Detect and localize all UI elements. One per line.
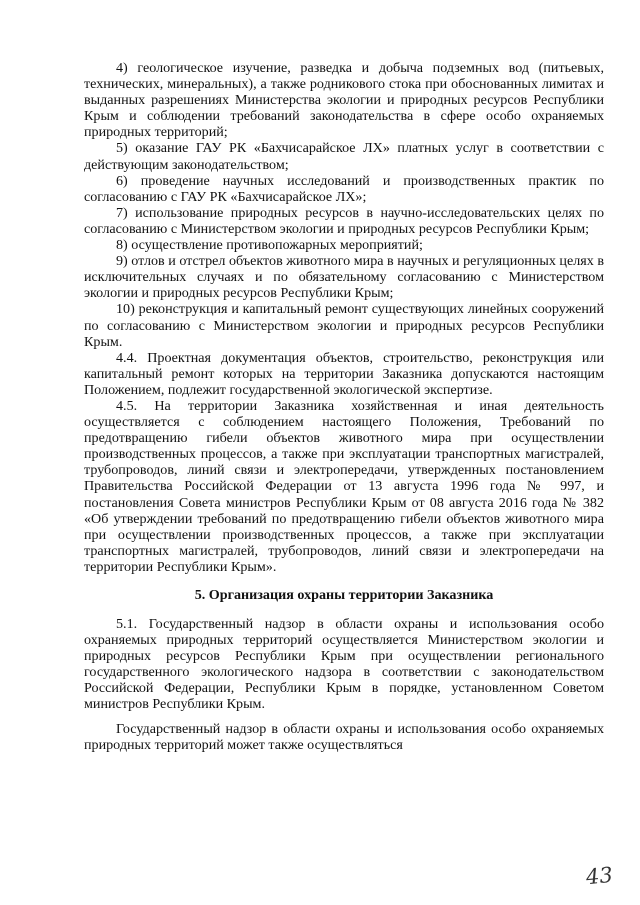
list-item-9: 9) отлов и отстрел объектов животного мира в научных и регуляционных целях в исключительных случаях и по обязательному согласованию с Министерством экологии и природных ресурсов Республики Крым; <box>84 253 604 302</box>
list-item-6: 6) проведение научных исследований и производственных практик по согласованию с ГАУ РК «Бахчисарайское ЛХ»; <box>84 172 604 205</box>
document-page <box>84 60 604 753</box>
clause-4-5: 4.5. На территории Заказника хозяйственная и иная деятельность осуществляется с соблюдением настоящего Положения, Требований по предотвращению гибели объектов животного мира при осуществлении производственных процессов, а также при эксплуатации транспортных магистралей, трубопроводов, линий связи и электропередачи, утвержденных постановлением Правительства Российской Федерации от 13 августа 1996 года № 997, и постановления Совета министров Республики Крым от 08 августа 2016 года № 382 «Об утверждении требований по предотвращению гибели объектов животного мира при осуществлении производственных процессов, а также при эксплуатации транспортных магистралей, трубопроводов, линий связи и электропередачи на территории Республики Крым». <box>84 397 604 575</box>
list-item-4: 4) геологическое изучение, разведка и добыча подземных вод (питьевых, технических, минеральных), а также родникового стока при обоснованных лимитах и выданных разрешениях Министерства экологии и природных ресурсов Республики Крым и соблюдении требований законодательства в сфере особо охраняемых природных территорий; <box>84 60 604 141</box>
clause-5-1: 5.1. Государственный надзор в области охраны и использования особо охраняемых природных территорий осуществляется Министерством экологии и природных ресурсов Республики Крым при осуществлении регионального государственного экологического надзора в соответствии с законодательством Российской Федерации, Республики Крым в порядке, установленном Советом министров Республики Крым. <box>84 616 604 713</box>
list-item-8: 8) осуществление противопожарных мероприятий; <box>116 237 423 254</box>
section-heading: 5. Организация охраны территории Заказника <box>194 587 494 603</box>
paragraph-state-supervision: Государственный надзор в области охраны и использования особо охраняемых природных территорий может также осуществляться <box>84 720 604 753</box>
list-item-5: 5) оказание ГАУ РК «Бахчисарайское ЛХ» платных услуг в соответствии с действующим законодательством; <box>84 140 604 173</box>
list-item-7: 7) использование природных ресурсов в научно-исследовательских целях по согласованию с Министерством экологии и природных ресурсов Республики Крым; <box>84 204 604 237</box>
clause-4-4: 4.4. Проектная документация объектов, строительство, реконструкция или капитальный ремонт которых на территории Заказника допускаются настоящим Положением, подлежит государственной экологической экспертизе. <box>84 349 604 398</box>
handwritten-page-number: 43 <box>584 862 614 890</box>
list-item-10: 10) реконструкция и капитальный ремонт существующих линейных сооружений по согласованию с Министерством экологии и природных ресурсов Республики Крым. <box>84 301 604 350</box>
